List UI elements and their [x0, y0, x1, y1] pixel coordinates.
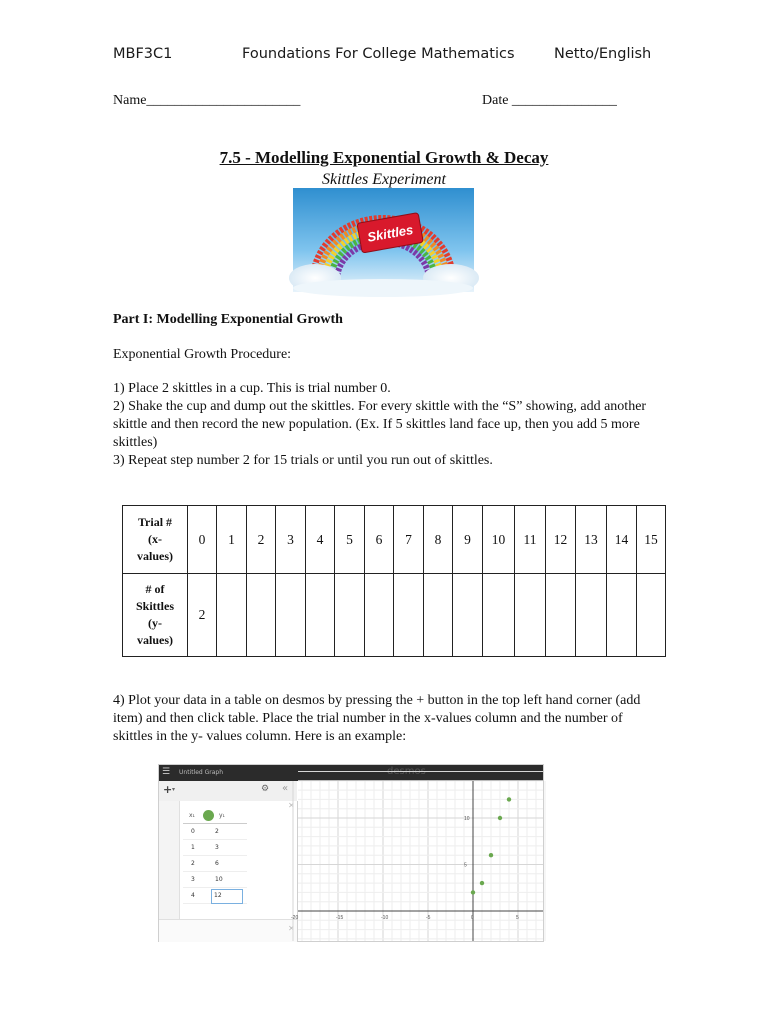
- trial-number-cell: 6: [365, 506, 394, 574]
- skittles-count-cell[interactable]: [247, 574, 276, 657]
- x-value-cell[interactable]: 4: [191, 892, 195, 899]
- skittles-count-cell[interactable]: [365, 574, 394, 657]
- course-code: MBF3C1: [113, 46, 173, 62]
- desmos-table[interactable]: [183, 809, 247, 904]
- x-value-cell[interactable]: 0: [191, 828, 195, 835]
- y-tick-label: 5: [464, 862, 467, 869]
- graph-area[interactable]: [291, 781, 543, 941]
- part1-heading: Part I: Modelling Exponential Growth: [113, 312, 343, 327]
- trial-number-cell: 3: [276, 506, 306, 574]
- skittles-count-cell[interactable]: 2: [188, 574, 217, 657]
- chevron-down-icon[interactable]: ▾: [172, 786, 176, 793]
- desmos-table-row: [183, 824, 247, 840]
- course-name: Foundations For College Mathematics: [242, 46, 515, 62]
- x-tick-label: 0: [471, 915, 474, 921]
- skittles-count-cell[interactable]: [276, 574, 306, 657]
- table-row-skittles: [123, 574, 666, 657]
- trial-number-cell: 15: [637, 506, 666, 574]
- graph-background: [298, 781, 543, 941]
- skittles-count-cell[interactable]: [217, 574, 247, 657]
- svg-text:Skittles: Skittles: [366, 221, 415, 245]
- skittles-count-cell[interactable]: [483, 574, 515, 657]
- skittles-count-cell[interactable]: [515, 574, 546, 657]
- x-value-cell[interactable]: 2: [191, 860, 195, 867]
- skittles-count-cell[interactable]: [453, 574, 483, 657]
- trial-number-cell: 11: [515, 506, 546, 574]
- x-tick-label: -10: [381, 915, 389, 921]
- data-point: [480, 881, 484, 885]
- desmos-example-screenshot: [158, 764, 544, 942]
- y-value-cell[interactable]: 3: [215, 844, 219, 851]
- col-x-header: x₁: [189, 812, 195, 819]
- trial-header: Trial # (x- values): [123, 506, 188, 574]
- trial-number-cell: 2: [247, 506, 276, 574]
- page-subtitle: Skittles Experiment: [322, 171, 446, 188]
- skittles-data-table: [122, 505, 666, 657]
- desmos-table-row: [183, 872, 247, 888]
- y-value-cell[interactable]: 10: [215, 876, 223, 883]
- procedure-step: 2) Shake the cup and dump out the skittles. For every skittle with the “S” showing, add another skittle and then record the new population. (Ex. If 5 skittles land face up, then you add 5 more skittles): [113, 399, 647, 450]
- x-tick-label: 5: [516, 915, 519, 921]
- y-tick-label: 10: [464, 816, 470, 822]
- collapse-panel-icon[interactable]: «: [282, 783, 289, 794]
- new-expression-row[interactable]: [159, 919, 297, 942]
- expression-toolbar: [159, 781, 297, 802]
- x-tick-label: -5: [426, 915, 431, 921]
- x-tick-label: -20: [291, 915, 299, 921]
- desmos-table-row: [183, 856, 247, 872]
- graph-title: Untitled Graph: [179, 769, 224, 776]
- skittles-count-cell[interactable]: [335, 574, 365, 657]
- data-point: [507, 797, 511, 801]
- desmos-logo: desmos: [387, 766, 426, 777]
- y-value-cell[interactable]: 2: [215, 828, 219, 835]
- procedure-step: 3) Repeat step number 2 for 15 trials or until you run out of skittles.: [113, 453, 493, 468]
- skittles-count-cell[interactable]: [306, 574, 335, 657]
- expression-gutter: [159, 801, 180, 919]
- x-value-cell[interactable]: 3: [191, 876, 195, 883]
- trial-number-cell: 9: [453, 506, 483, 574]
- skittles-count-cell[interactable]: [394, 574, 424, 657]
- series-color-icon[interactable]: [203, 810, 214, 821]
- close-icon[interactable]: ✕: [288, 801, 295, 810]
- trial-number-cell: 14: [607, 506, 637, 574]
- data-point: [489, 853, 493, 857]
- trial-number-cell: 0: [188, 506, 217, 574]
- trial-number-cell: 5: [335, 506, 365, 574]
- skittles-header: # of Skittles (y- values): [123, 574, 188, 657]
- data-point: [498, 816, 502, 820]
- rainbow-skittles-image: [293, 188, 474, 292]
- trial-number-cell: 10: [483, 506, 515, 574]
- y-value-cell[interactable]: 12: [211, 889, 243, 904]
- trial-number-cell: 4: [306, 506, 335, 574]
- skittles-count-cell[interactable]: [576, 574, 607, 657]
- desmos-top-bar: [159, 765, 543, 781]
- desmos-table-row: [183, 840, 247, 856]
- hamburger-menu-icon[interactable]: ☰: [162, 767, 171, 777]
- step-4-text: 4) Plot your data in a table on desmos by pressing the + button in the top left hand corner (add item) and then click table. Place the trial number in the x-values column and the number of skittles in the y- values column. Here is an example:: [113, 693, 641, 744]
- date-field: Date _______________: [482, 93, 617, 108]
- procedure-step: 1) Place 2 skittles in a cup. This is trial number 0.: [113, 381, 391, 396]
- trial-number-cell: 12: [546, 506, 576, 574]
- desmos-table-row: [183, 888, 247, 904]
- skittles-count-cell[interactable]: [637, 574, 666, 657]
- close-icon[interactable]: ✕: [288, 924, 295, 933]
- name-field: Name______________________: [113, 93, 301, 108]
- trial-number-cell: 1: [217, 506, 247, 574]
- x-tick-label: -15: [336, 915, 344, 921]
- y-value-cell[interactable]: 6: [215, 860, 219, 867]
- data-point: [471, 890, 475, 894]
- skittles-count-cell[interactable]: [546, 574, 576, 657]
- page-title: 7.5 - Modelling Exponential Growth & Decay: [219, 148, 549, 167]
- desmos-table-header: [183, 809, 247, 824]
- trial-number-cell: 7: [394, 506, 424, 574]
- trial-number-cell: 13: [576, 506, 607, 574]
- skittles-count-cell[interactable]: [424, 574, 453, 657]
- x-value-cell[interactable]: 1: [191, 844, 195, 851]
- procedure-steps: [113, 380, 653, 470]
- gear-icon[interactable]: ⚙: [261, 784, 270, 794]
- skittles-count-cell[interactable]: [607, 574, 637, 657]
- teacher-names: Netto/English: [554, 46, 652, 62]
- add-item-button[interactable]: +: [163, 783, 173, 796]
- trial-number-cell: 8: [424, 506, 453, 574]
- procedure-label: Exponential Growth Procedure:: [113, 347, 292, 362]
- table-row-trials: [123, 506, 666, 574]
- expression-panel: [159, 801, 298, 941]
- col-y-header: y₁: [219, 812, 225, 819]
